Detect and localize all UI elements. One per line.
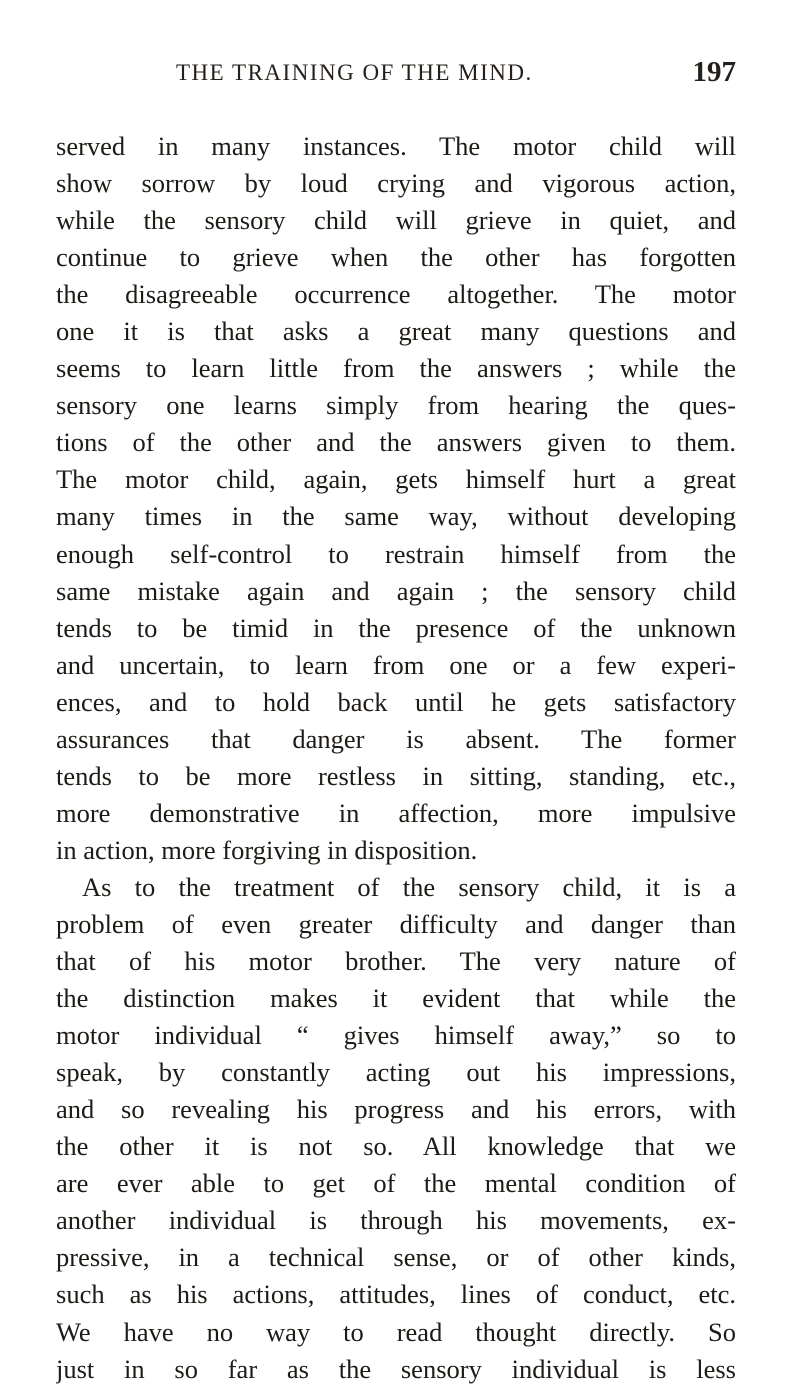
text-line: continue to grieve when the other has forgotten [56,242,736,273]
text-line: that of his motor brother. The very nature of [56,946,736,977]
text-line: another individual is through his movements, ex- [56,1205,736,1236]
text-line: the disagreeable occurrence altogether. The motor [56,279,736,310]
text-line: same mistake again and again ; the sensory child [56,575,736,606]
text-line: tends to be more restless in sitting, standing, etc., [56,760,736,791]
text-line: in action, more forgiving in disposition. [56,834,478,865]
text-line: ences, and to hold back until he gets satisfactory [56,686,736,717]
running-header [176,56,736,90]
text-line: seems to learn little from the answers ; while the [56,353,736,384]
text-line: and uncertain, to learn from one or a few experi- [56,649,736,680]
running-title: THE TRAINING OF THE MIND. [176,60,533,85]
text-line: one it is that asks a great many questions and [56,316,736,347]
page-number: 197 [692,56,736,88]
text-line: speak, by constantly acting out his impressions, [56,1057,736,1088]
text-line: As to the treatment of the sensory child, it is a [82,871,736,902]
text-line: tends to be timid in the presence of the unknown [56,612,736,643]
text-line: such as his actions, attitudes, lines of conduct, etc. [56,1279,736,1310]
text-line: and so revealing his progress and his errors, with [56,1094,736,1125]
text-line: assurances that danger is absent. The former [56,723,736,754]
text-line: while the sensory child will grieve in quiet, and [56,205,736,236]
text-line: show sorrow by loud crying and vigorous action, [56,168,736,199]
text-line: just in so far as the sensory individual is less [56,1353,736,1384]
text-line: tions of the other and the answers given to them. [56,427,736,458]
text-line: pressive, in a technical sense, or of other kinds, [56,1242,736,1273]
text-line: motor individual “ gives himself away,” so to [56,1020,736,1051]
text-line: served in many instances. The motor child will [56,131,736,161]
text-line: The motor child, again, gets himself hurt a great [56,464,736,495]
text-line: enough self-control to restrain himself from the [56,538,736,569]
body-text [56,128,736,1388]
text-line: more demonstrative in affection, more impulsive [56,797,736,828]
text-line: are ever able to get of the mental condition of [56,1168,736,1199]
text-line: the distinction makes it evident that while the [56,983,736,1014]
text-line: sensory one learns simply from hearing the ques- [56,390,736,421]
text-line: many times in the same way, without developing [56,501,736,532]
text-line: the other it is not so. All knowledge that we [56,1131,736,1162]
text-line: problem of even greater difficulty and danger than [56,908,736,939]
text-line: We have no way to read thought directly. So [56,1316,736,1347]
